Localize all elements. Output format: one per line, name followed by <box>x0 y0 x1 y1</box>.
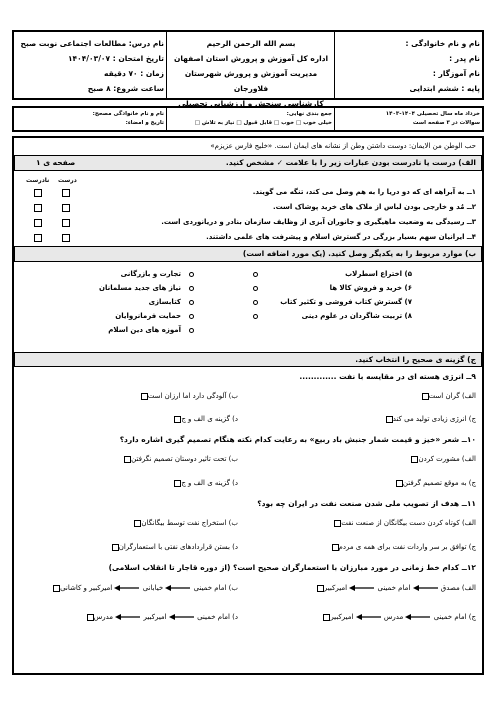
q9-option-b[interactable] <box>141 392 238 400</box>
q12-b-item-1: ب) امام خمینی <box>193 584 238 592</box>
q9-option-a-label: الف) گران است <box>428 392 476 400</box>
hadith-line: حب الوطن من الایمان: دوست داشتن وطن از نشانه های ایمان است. «خلیج فارس عزیزم» <box>210 142 476 150</box>
false-checkbox-1[interactable] <box>34 189 42 197</box>
q9-text: ۹ــ انرژی هسته ای در مقایسه با نفت ............. <box>299 372 476 381</box>
city-office: مدیریت آموزش و پرورش شهرستان فلاورجان <box>184 69 318 93</box>
tf-question-3: ۳ــ رسیدگی به وضعیت ماهیگیری و جانوران آبزی از وظایف سازمان بنادر و دریانوردی است. <box>161 218 476 226</box>
true-checkbox-4[interactable] <box>62 234 70 242</box>
final-summary-options: خیلی خوب □ خوب □ قابل قبول □ نیاز به تلاش □ <box>194 120 332 126</box>
arrow-left-icon <box>349 584 375 592</box>
q9-option-a[interactable] <box>422 392 476 400</box>
grade-label: پایه : ششم ابتدایی <box>409 84 480 93</box>
arrow-left-icon <box>169 613 195 621</box>
true-checkbox-2[interactable] <box>62 204 70 212</box>
q11-option-a-label: الف) کوتاه کردن دست بیگانگان از صنعت نفت <box>341 519 476 527</box>
q9-option-c-label: ج) انرژی زیادی تولید می کند <box>392 415 476 423</box>
match-dot-8[interactable] <box>253 314 258 319</box>
student-info <box>338 36 480 96</box>
q10-checkbox-c[interactable] <box>396 480 403 487</box>
q10-option-a-label: الف) مشورت کردن <box>418 455 476 463</box>
q9-option-b-label: ب) آلودگی دارد اما ارزان است <box>147 392 238 400</box>
school-year: خرداد ماه سال تحصیلی ۱۴۰۴-۱۴۰۳ <box>385 111 480 117</box>
evaluation-office: کارشناسی سنجش و ارزشیابی تحصیلی <box>178 99 324 108</box>
q10-option-b-label: ب) تحت تاثیر دوستان تصمیم نگرفتن <box>131 455 238 463</box>
q9-checkbox-c[interactable] <box>386 416 393 423</box>
father-name-label: نام پدر : <box>449 54 480 63</box>
q9-option-d-label: د) گزینه ی الف و ج <box>181 415 238 423</box>
match-answer-1: تجارت و بازرگانی <box>120 270 181 278</box>
match-left-item-8: ۸) تربیت شاگردان در علوم دینی <box>301 312 412 320</box>
q10-option-a[interactable] <box>411 455 476 463</box>
q11-option-a[interactable] <box>334 519 476 527</box>
q9-option-d[interactable] <box>174 415 238 423</box>
teacher-name-label: نام آموزگار : <box>432 69 480 78</box>
section-c-title: ج) گزینه ی صحیح را انتخاب کنید. <box>355 355 476 364</box>
q11-option-d-label: د) بستن قراردادهای نفتی با استعمارگران <box>118 543 238 551</box>
q12-checkbox-d[interactable] <box>87 614 94 621</box>
start-time: ساعت شروع: ۸ صبح <box>87 84 164 93</box>
match-answer-dot-3[interactable] <box>189 300 194 305</box>
match-left-item-7: ۷) گسترش کتاب فروشی و تکثیر کتاب <box>280 298 412 306</box>
q11-option-c-label: ج) توافق بر سر واردات نفت برای همه ی مردم <box>338 543 476 551</box>
q12-a-item-3: امیرکبیر <box>323 584 348 592</box>
section-a-title: الف) درست یا نادرست بودن عبارات زیر را با علامت ✓ مشخص کنید. <box>225 158 476 167</box>
q12-option-b[interactable] <box>53 584 238 592</box>
match-answer-2: نیاز های جدید مسلمانان <box>99 284 181 292</box>
q9-checkbox-a[interactable] <box>422 393 429 400</box>
q12-d-item-2: امیرکبیر <box>143 613 167 621</box>
arrow-left-icon <box>413 584 439 592</box>
match-answer-dot-2[interactable] <box>189 286 194 291</box>
tf-question-4: ۴ــ ایرانیان سهم بسیار بزرگی در گسترش اسلام و پیشرفت های علمی داشتند. <box>206 233 476 241</box>
q12-a-item-2: امام خمینی <box>377 584 411 592</box>
true-checkbox-1[interactable] <box>62 189 70 197</box>
arrow-left-icon <box>356 613 382 621</box>
exam-date: تاریخ امتحان : ۱۴۰۴/۰۳/۰۷ <box>67 54 164 63</box>
exam-info <box>16 36 164 96</box>
q11-option-b-label: ب) استخراج نفت توسط بیگانگان <box>141 519 238 527</box>
q12-b-item-2: خیابانی <box>142 584 164 592</box>
q10-text: ۱۰ــ شعر «خیز و قیمت شمار جنبش باد ربیع» به رعایت کدام نکته هنگام تصمیم گیری اشاره دارد؟ <box>119 435 476 444</box>
false-checkbox-2[interactable] <box>34 204 42 212</box>
subject-label: نام درس: مطالعات اجتماعی نوبت صبح <box>20 39 164 48</box>
match-left-item-6: ۶) خرید و فروش کالا ها <box>329 284 412 292</box>
school-info <box>170 36 332 111</box>
q12-a-item-1: الف) مصدق <box>440 584 476 592</box>
q12-b-item-3: امیرکبیر و کاشانی <box>60 584 113 592</box>
q10-option-d-label: د) گزینه ی الف و ج <box>181 479 238 487</box>
pages-note: سوالات در ۳ صفحه است <box>412 120 480 126</box>
match-dot-7[interactable] <box>253 300 258 305</box>
false-checkbox-3[interactable] <box>34 219 42 227</box>
basmala: بسم الله الرحمن الرحیم <box>206 39 296 48</box>
q12-c-item-2: مدرس <box>383 613 404 621</box>
exam-page <box>12 30 484 675</box>
q12-option-d[interactable] <box>87 613 238 621</box>
match-left-item-5: ۵) اختراع اسطرلاب <box>345 270 412 278</box>
q12-c-item-1: ج) امام خمینی <box>433 613 476 621</box>
q12-text: ۱۲ــ کدام خط زمانی در مورد مبارزان با استعمارگران صحیح است؟ (از دوره قاجار تا انقلاب اسلامی) <box>108 563 476 572</box>
student-name-label: نام و نام خانوادگی : <box>405 39 480 48</box>
match-dot-5[interactable] <box>253 272 258 277</box>
grader-signature-label: تاریخ و امضاء: <box>125 120 164 126</box>
col-true: درست <box>58 177 77 184</box>
match-answer-dot-5[interactable] <box>189 328 194 333</box>
q10-option-c[interactable] <box>396 479 476 487</box>
q12-d-item-3: مدرس <box>93 613 114 621</box>
section-b-title: ب) موارد مربوط را به یکدیگر وصل کنید. (یک مورد اضافه است) <box>242 249 476 258</box>
match-answer-dot-1[interactable] <box>189 272 194 277</box>
arrow-left-icon <box>165 584 191 592</box>
exam-duration: زمان : ۷۰ دقیقه <box>104 69 164 78</box>
q11-option-c[interactable] <box>332 543 477 551</box>
final-summary-label: جمع بندی نهایی: <box>286 111 332 117</box>
q12-option-a[interactable] <box>317 584 476 592</box>
q12-checkbox-a[interactable] <box>317 585 324 592</box>
q10-option-c-label: ج) به موقع تصمیم گرفتن <box>402 479 476 487</box>
q12-option-c[interactable] <box>323 613 476 621</box>
arrow-left-icon <box>115 613 141 621</box>
match-answer-4: حمایت فرمانروایان <box>115 312 181 320</box>
q9-checkbox-b[interactable] <box>141 393 148 400</box>
true-checkbox-3[interactable] <box>62 219 70 227</box>
tf-question-2: ۲ــ مُد و خارجی بودن لباس از ملاک های خرید پوشاک است. <box>272 203 476 211</box>
q11-checkbox-d[interactable] <box>112 544 119 551</box>
q11-checkbox-c[interactable] <box>332 544 339 551</box>
page-number: صفحه ی ۱ <box>36 158 76 167</box>
match-dot-6[interactable] <box>253 286 258 291</box>
q12-c-item-3: امیرکبیر <box>330 613 354 621</box>
q10-option-d[interactable] <box>174 479 238 487</box>
arrow-left-icon <box>405 613 431 621</box>
match-answer-5: آموزه های دین اسلام <box>108 326 181 334</box>
arrow-left-icon <box>114 584 140 592</box>
q10-option-b[interactable] <box>124 455 238 463</box>
match-answer-3: کتابسازی <box>148 298 181 306</box>
q9-option-c[interactable] <box>386 415 476 423</box>
col-false: نادرست <box>26 177 50 184</box>
q11-option-d[interactable] <box>112 543 238 551</box>
q11-option-b[interactable] <box>134 519 238 527</box>
false-checkbox-4[interactable] <box>34 234 42 242</box>
q12-d-item-1: د) امام خمینی <box>197 613 238 621</box>
tf-question-1: ۱ــ به آبراهه ای که دو دریا را به هم وصل می کند، تنگه می گویند. <box>252 188 476 196</box>
grader-name-label: نام و نام خانوادگی مصحح: <box>92 111 164 117</box>
q11-text: ۱۱ــ هدف از تصویب ملی شدن صنعت نفت در ایران چه بود؟ <box>257 499 476 508</box>
match-answer-dot-4[interactable] <box>189 314 194 319</box>
questions-box <box>12 136 484 675</box>
province-office: اداره کل آموزش و پرورش استان اصفهان <box>173 54 329 63</box>
